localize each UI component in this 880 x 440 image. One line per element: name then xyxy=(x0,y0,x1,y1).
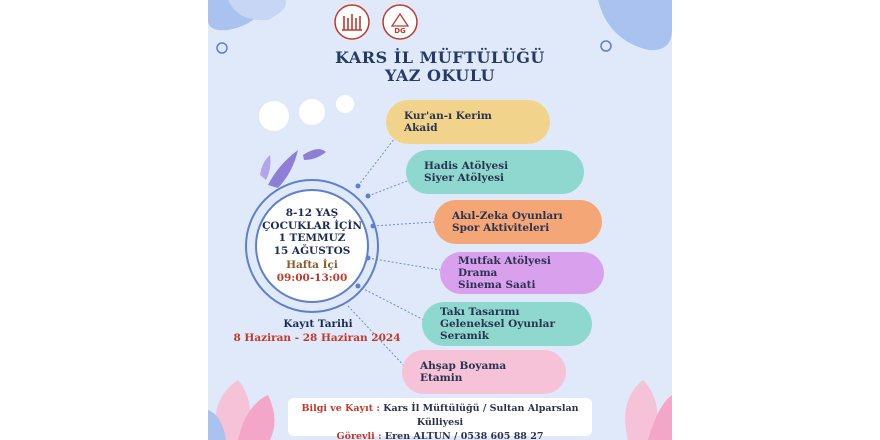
activity-line: Akıl-Zeka Oyunları xyxy=(452,210,563,222)
activity-line: Takı Tasarımı xyxy=(440,306,520,318)
activity-line: Drama xyxy=(458,267,498,279)
activity-line: Akaid xyxy=(404,122,438,134)
activity-line: Seramik xyxy=(440,330,489,342)
white-dot-3 xyxy=(336,95,354,113)
hours-label: 09:00-13:00 xyxy=(276,271,348,284)
activity-line: Hadis Atölyesi xyxy=(424,160,509,172)
dg-logo-icon xyxy=(382,4,418,40)
activity-card-games xyxy=(434,200,602,244)
activity-card-hadis xyxy=(406,150,584,194)
info-label: Bilgi ve Kayıt : xyxy=(301,403,380,414)
age-range: 8-12 YAŞ xyxy=(285,207,339,219)
activity-line: Siyer Atölyesi xyxy=(424,172,505,184)
end-date: 15 AĞUSTOS xyxy=(273,244,351,257)
circle-info xyxy=(256,207,368,284)
activity-card-jewelry xyxy=(422,302,592,346)
activity-card-wood xyxy=(402,350,566,394)
page-title-line2: YAZ OKULU xyxy=(384,66,496,85)
officer-line xyxy=(288,430,592,440)
activity-card-quran xyxy=(386,100,550,144)
activity-card-kitchen xyxy=(440,252,604,294)
registration-dates: 8 Haziran - 28 Haziran 2024 xyxy=(233,332,401,344)
registration-label: Kayıt Tarihi xyxy=(283,318,353,330)
info-value: Kars İl Müftülüğü / Sultan Alparslan Külliyesi xyxy=(383,403,579,428)
start-date: 1 TEMMUZ xyxy=(278,232,346,244)
days-label: Hafta İçi xyxy=(286,259,338,271)
white-dot-1 xyxy=(259,101,289,131)
page-title-line1: KARS İL MÜFTÜLÜĞÜ xyxy=(335,48,545,67)
diyanet-logo-icon xyxy=(334,4,370,40)
activity-line: Geleneksel Oyunlar xyxy=(440,318,555,330)
activity-line: Spor Aktiviteleri xyxy=(452,222,550,234)
poster xyxy=(208,0,672,440)
officer-label: Görevli : xyxy=(336,431,382,440)
activity-line: Kur'an-ı Kerim xyxy=(404,110,492,122)
svg-text:DG: DG xyxy=(394,27,406,35)
white-dot-2 xyxy=(299,99,325,125)
leaf-3 xyxy=(303,149,326,160)
info-line xyxy=(288,402,592,430)
officer-value: Eren ALTUN / 0538 605 88 27 xyxy=(384,431,544,440)
leaf-2 xyxy=(260,155,271,180)
activity-line: Mutfak Atölyesi xyxy=(458,255,551,267)
contact-footer xyxy=(288,398,592,440)
target-audience: ÇOCUKLAR İÇİN xyxy=(262,219,362,232)
activity-line: Ahşap Boyama xyxy=(420,360,507,372)
activity-line: Sinema Saati xyxy=(458,279,536,291)
activity-line: Etamin xyxy=(420,372,463,384)
